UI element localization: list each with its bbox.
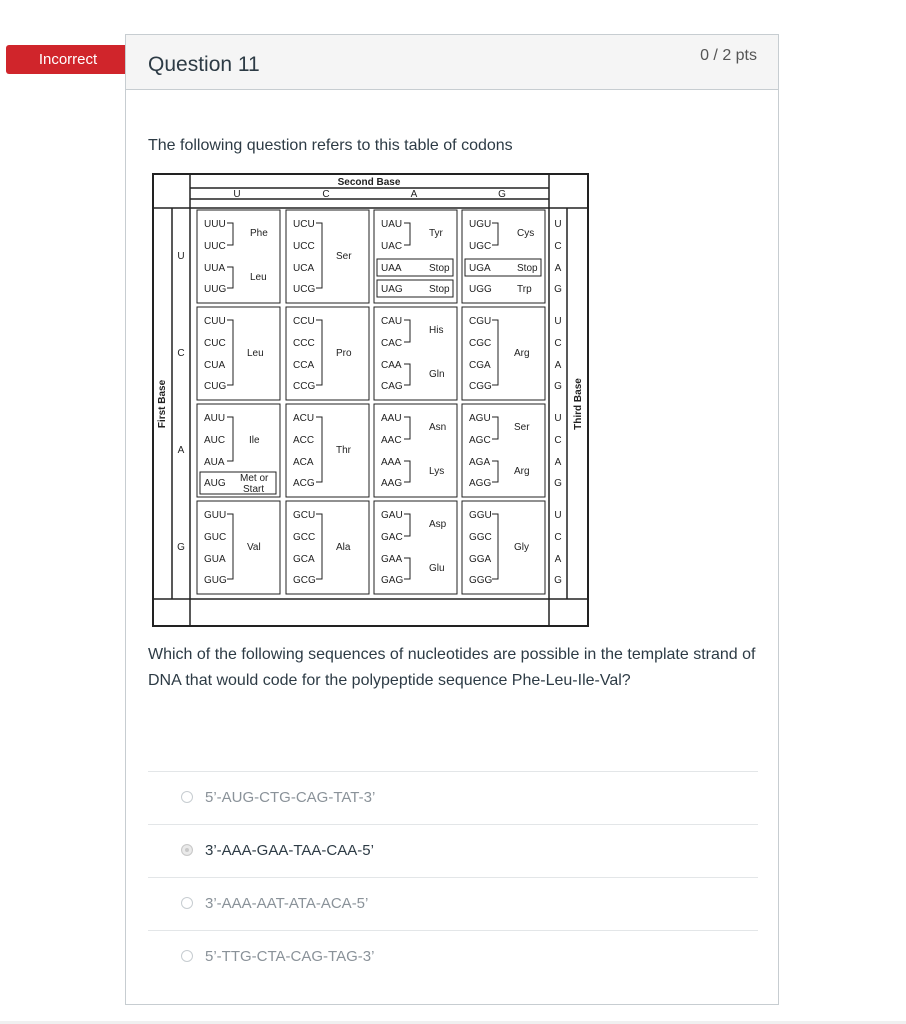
amino-acid-label: Ala	[336, 542, 351, 553]
question-prompt: The following question refers to this table of codons	[148, 137, 513, 154]
amino-acid-label: Phe	[250, 228, 268, 239]
third-base-label: C	[554, 241, 562, 252]
answer-list	[148, 771, 758, 983]
question-points: 0 / 2 pts	[700, 47, 757, 64]
bracket	[404, 514, 410, 536]
amino-acid-label: His	[429, 325, 444, 336]
codon-label: GGA	[469, 554, 492, 565]
codon-label: CUG	[204, 381, 227, 392]
codon-label: AGA	[469, 457, 491, 468]
codon-label: UCU	[293, 219, 315, 230]
first-base-label: C	[177, 348, 185, 359]
bracket	[316, 223, 322, 288]
codon-label: GGU	[469, 510, 492, 521]
second-base-label: U	[233, 189, 241, 200]
bracket	[492, 417, 498, 439]
codon-label: CUA	[204, 360, 226, 371]
codon-label: GGC	[469, 532, 492, 543]
amino-acid-label: Pro	[336, 348, 352, 359]
codon-label: GUC	[204, 532, 227, 543]
third-base-title: Third Base	[573, 378, 584, 430]
question-text: Which of the following sequences of nucleotides are possible in the template strand of DNA that would code for the polypeptide sequence Phe-Leu-Ile-Val?	[148, 646, 756, 689]
bracket	[227, 320, 233, 385]
answer-option-1[interactable]	[148, 771, 758, 824]
amino-acid-label: Asn	[429, 422, 447, 433]
codon-label: UUA	[204, 263, 226, 274]
question-header	[126, 35, 778, 90]
codon-label: AAG	[381, 478, 403, 489]
amino-acid-label: Glu	[429, 563, 445, 574]
codon-label: UUU	[204, 219, 226, 230]
first-base-label: U	[177, 251, 185, 262]
codon-label: AAC	[381, 435, 402, 446]
answer-label: 5’-TTG-CTA-CAG-TAG-3’	[205, 948, 375, 965]
codon-label: UAA	[381, 263, 402, 274]
codon-label: GAA	[381, 554, 403, 565]
codon-label: ACG	[293, 478, 315, 489]
codon-label: CUC	[204, 338, 226, 349]
amino-acid-label: Ser	[336, 251, 352, 262]
codon-label: AUG	[204, 478, 226, 489]
amino-acid-label: Stop	[429, 263, 450, 274]
bracket	[404, 320, 410, 342]
codon-label: CGU	[469, 316, 492, 327]
third-base-label: U	[554, 413, 562, 424]
codon-label: GAG	[381, 575, 404, 586]
amino-acid-label: Stop	[429, 284, 450, 295]
codon-label: GAC	[381, 532, 403, 543]
answer-option-4[interactable]	[148, 930, 758, 983]
second-base-label: G	[498, 189, 506, 200]
bracket	[492, 223, 498, 245]
codon-label: GAU	[381, 510, 403, 521]
codon-label: AUC	[204, 435, 226, 446]
bracket	[492, 461, 498, 482]
first-base-label: G	[177, 542, 185, 553]
third-base-label: A	[554, 554, 562, 565]
codon-label: UCC	[293, 241, 315, 252]
codon-label: AAA	[381, 457, 402, 468]
answer-label: 3’-AAA-GAA-TAA-CAA-5’	[205, 842, 374, 859]
codon-label: CCG	[293, 381, 316, 392]
codon-label: UCA	[293, 263, 315, 274]
codon-label: UAC	[381, 241, 403, 252]
amino-acid-label: Arg	[514, 348, 530, 359]
amino-acid-label: Gly	[514, 542, 529, 553]
bracket	[404, 223, 410, 245]
question-card	[125, 34, 779, 1005]
bracket	[316, 417, 322, 482]
start-label: Start	[243, 484, 265, 495]
bracket	[316, 514, 322, 579]
second-base-label: A	[410, 189, 418, 200]
bracket	[404, 461, 410, 482]
third-base-label: C	[554, 435, 562, 446]
amino-acid-label: Tyr	[429, 228, 443, 239]
question-title: Question 11	[148, 53, 260, 76]
codon-label: UGA	[469, 263, 491, 274]
amino-acid-label: Trp	[517, 284, 532, 295]
bracket	[227, 417, 233, 461]
codon-table	[152, 173, 590, 629]
codon-label: UGG	[469, 284, 492, 295]
codon-label: GCC	[293, 532, 316, 543]
third-base-label: C	[554, 338, 562, 349]
amino-acid-label: Leu	[247, 348, 264, 359]
codon-label: AUA	[204, 457, 225, 468]
third-base-label: U	[554, 316, 562, 327]
incorrect-badge: Incorrect	[6, 45, 130, 74]
third-base-label: A	[554, 457, 562, 468]
first-base-title: First Base	[157, 379, 168, 429]
third-base-label: G	[554, 575, 562, 586]
amino-acid-label: Thr	[336, 445, 351, 456]
bracket	[404, 558, 410, 579]
amino-acid-label: Asp	[429, 519, 447, 530]
amino-acid-label: Val	[247, 542, 261, 553]
bracket	[316, 320, 322, 385]
codon-label: CAU	[381, 316, 403, 327]
codon-label: CGC	[469, 338, 492, 349]
bracket	[492, 320, 498, 385]
first-base-label: A	[177, 445, 185, 456]
start-label: Met or	[240, 473, 269, 484]
codon-label: ACU	[293, 413, 315, 424]
codon-label: CAG	[381, 381, 403, 392]
codon-label: CGA	[469, 360, 491, 371]
codon-label: UAG	[381, 284, 403, 295]
codon-label: GGG	[469, 575, 493, 586]
second-base-label: C	[322, 189, 330, 200]
codon-label: CAC	[381, 338, 403, 349]
bracket	[492, 514, 498, 579]
answer-option-2[interactable]	[148, 824, 758, 877]
third-base-label: G	[554, 381, 562, 392]
answer-label: 5’-AUG-CTG-CAG-TAT-3’	[205, 789, 376, 806]
amino-acid-label: Leu	[250, 272, 267, 283]
codon-label: UCG	[293, 284, 316, 295]
radio-button[interactable]	[181, 897, 193, 909]
third-base-label: A	[554, 360, 562, 371]
codon-label: UUG	[204, 284, 227, 295]
third-base-label: U	[554, 510, 562, 521]
radio-button[interactable]	[181, 791, 193, 803]
codon-label: AGG	[469, 478, 492, 489]
answer-option-3[interactable]	[148, 877, 758, 930]
codon-label: AUU	[204, 413, 226, 424]
codon-label: AGC	[469, 435, 491, 446]
second-base-title: Second Base	[337, 177, 401, 188]
codon-label: AGU	[469, 413, 491, 424]
radio-button-selected[interactable]	[181, 844, 193, 856]
radio-button[interactable]	[181, 950, 193, 962]
amino-acid-label: Lys	[429, 466, 445, 477]
bracket	[404, 417, 410, 439]
third-base-label: G	[554, 284, 562, 295]
bracket	[404, 364, 410, 385]
codon-label: CUU	[204, 316, 226, 327]
codon-label: ACC	[293, 435, 315, 446]
codon-label: CCC	[293, 338, 315, 349]
codon-label: GCG	[293, 575, 316, 586]
bracket	[227, 267, 233, 288]
third-base-label: U	[554, 219, 562, 230]
bracket	[227, 223, 233, 245]
amino-acid-label: Arg	[514, 466, 530, 477]
codon-label: GCU	[293, 510, 316, 521]
codon-label: CAA	[381, 360, 402, 371]
amino-acid-label: Ser	[514, 422, 530, 433]
codon-label: GUU	[204, 510, 227, 521]
codon-label: UGU	[469, 219, 492, 230]
amino-acid-label: Cys	[517, 228, 535, 239]
amino-acid-label: Gln	[429, 369, 445, 380]
codon-label: GUA	[204, 554, 226, 565]
third-base-label: A	[554, 263, 562, 274]
third-base-label: C	[554, 532, 562, 543]
codon-label: ACA	[293, 457, 314, 468]
bracket	[227, 514, 233, 579]
codon-label: GUG	[204, 575, 227, 586]
codon-label: CCU	[293, 316, 315, 327]
codon-label: GCA	[293, 554, 315, 565]
codon-label: CCA	[293, 360, 315, 371]
third-base-label: G	[554, 478, 562, 489]
codon-label: CGG	[469, 381, 492, 392]
amino-acid-label: Stop	[517, 263, 538, 274]
answer-label: 3’-AAA-AAT-ATA-ACA-5’	[205, 895, 369, 912]
codon-label: UUC	[204, 241, 226, 252]
codon-label: UAU	[381, 219, 403, 230]
codon-label: UGC	[469, 241, 492, 252]
amino-acid-label: Ile	[249, 435, 260, 446]
codon-label: AAU	[381, 413, 402, 424]
